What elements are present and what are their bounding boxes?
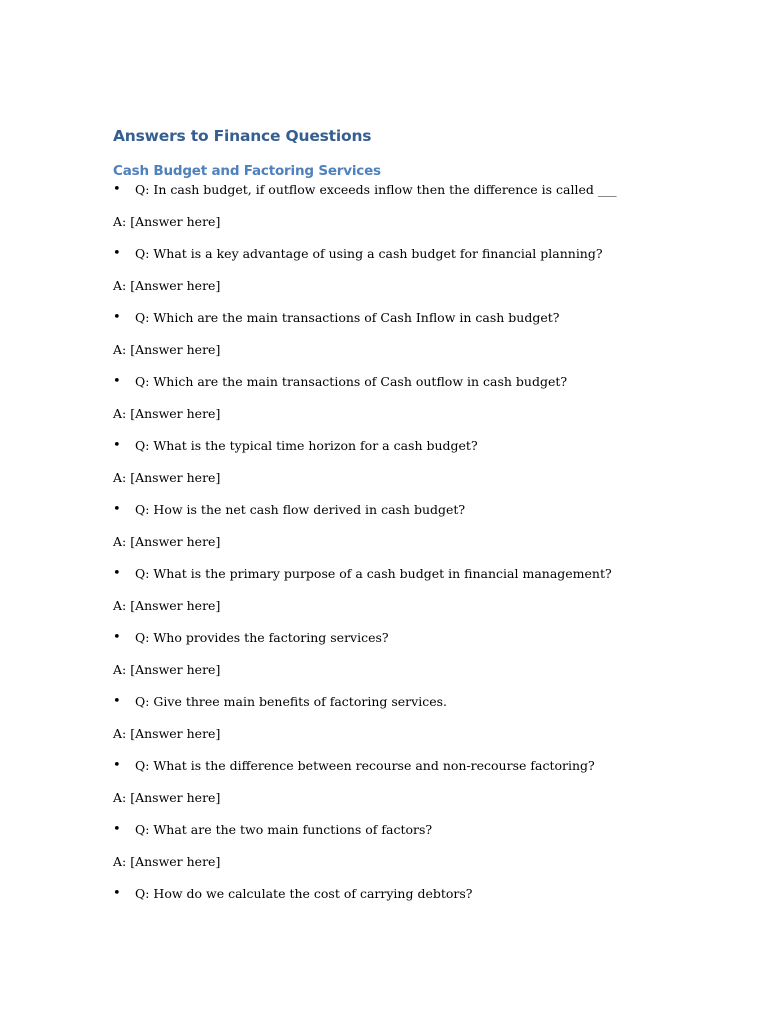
question-line — [113, 436, 713, 468]
bullet-icon: • — [113, 758, 121, 773]
list-item — [113, 436, 713, 500]
question-text: Q: What is the primary purpose of a cash budget in financial management? — [135, 566, 612, 581]
bullet-icon: • — [113, 694, 121, 709]
question-text: Q: Who provides the factoring services? — [135, 630, 389, 645]
bullet-icon: • — [113, 822, 121, 837]
question-line — [113, 564, 713, 596]
question-line — [113, 692, 713, 724]
list-item — [113, 180, 713, 244]
question-line — [113, 884, 713, 916]
question-line — [113, 820, 713, 852]
bullet-icon: • — [113, 182, 121, 197]
list-item — [113, 820, 713, 884]
answer-line: A: [Answer here] — [113, 278, 221, 293]
list-item — [113, 628, 713, 692]
document-page — [113, 124, 713, 916]
bullet-icon: • — [113, 630, 121, 645]
answer-line: A: [Answer here] — [113, 726, 221, 741]
list-item — [113, 756, 713, 820]
list-item — [113, 308, 713, 372]
answer-line: A: [Answer here] — [113, 406, 221, 421]
document-title: Answers to Finance Questions — [113, 127, 372, 145]
list-item — [113, 372, 713, 436]
question-text: Q: What is the difference between recourse and non-recourse factoring? — [135, 758, 595, 773]
answer-line: A: [Answer here] — [113, 534, 221, 549]
question-line — [113, 628, 713, 660]
answer-line: A: [Answer here] — [113, 470, 221, 485]
qa-list — [113, 180, 713, 916]
list-item — [113, 692, 713, 756]
question-line — [113, 372, 713, 404]
section-heading: Cash Budget and Factoring Services — [113, 163, 381, 179]
question-text: Q: In cash budget, if outflow exceeds inflow then the difference is called ___ — [135, 182, 617, 197]
bullet-icon: • — [113, 502, 121, 517]
list-item — [113, 500, 713, 564]
list-item — [113, 244, 713, 308]
answer-line: A: [Answer here] — [113, 854, 221, 869]
question-line — [113, 756, 713, 788]
answer-line: A: [Answer here] — [113, 598, 221, 613]
question-text: Q: How do we calculate the cost of carrying debtors? — [135, 886, 473, 901]
bullet-icon: • — [113, 246, 121, 261]
question-line — [113, 500, 713, 532]
bullet-icon: • — [113, 886, 121, 901]
answer-line: A: [Answer here] — [113, 214, 221, 229]
question-line — [113, 244, 713, 276]
question-text: Q: What are the two main functions of factors? — [135, 822, 433, 837]
question-text: Q: How is the net cash flow derived in cash budget? — [135, 502, 466, 517]
question-text: Q: Give three main benefits of factoring services. — [135, 694, 447, 709]
bullet-icon: • — [113, 438, 121, 453]
question-text: Q: Which are the main transactions of Cash outflow in cash budget? — [135, 374, 568, 389]
list-item — [113, 564, 713, 628]
answer-line: A: [Answer here] — [113, 342, 221, 357]
question-text: Q: Which are the main transactions of Cash Inflow in cash budget? — [135, 310, 560, 325]
question-text: Q: What is the typical time horizon for a cash budget? — [135, 438, 478, 453]
bullet-icon: • — [113, 374, 121, 389]
question-line — [113, 308, 713, 340]
bullet-icon: • — [113, 566, 121, 581]
question-line — [113, 180, 713, 212]
list-item — [113, 884, 713, 916]
bullet-icon: • — [113, 310, 121, 325]
question-text: Q: What is a key advantage of using a cash budget for financial planning? — [135, 246, 603, 261]
answer-line: A: [Answer here] — [113, 790, 221, 805]
answer-line: A: [Answer here] — [113, 662, 221, 677]
